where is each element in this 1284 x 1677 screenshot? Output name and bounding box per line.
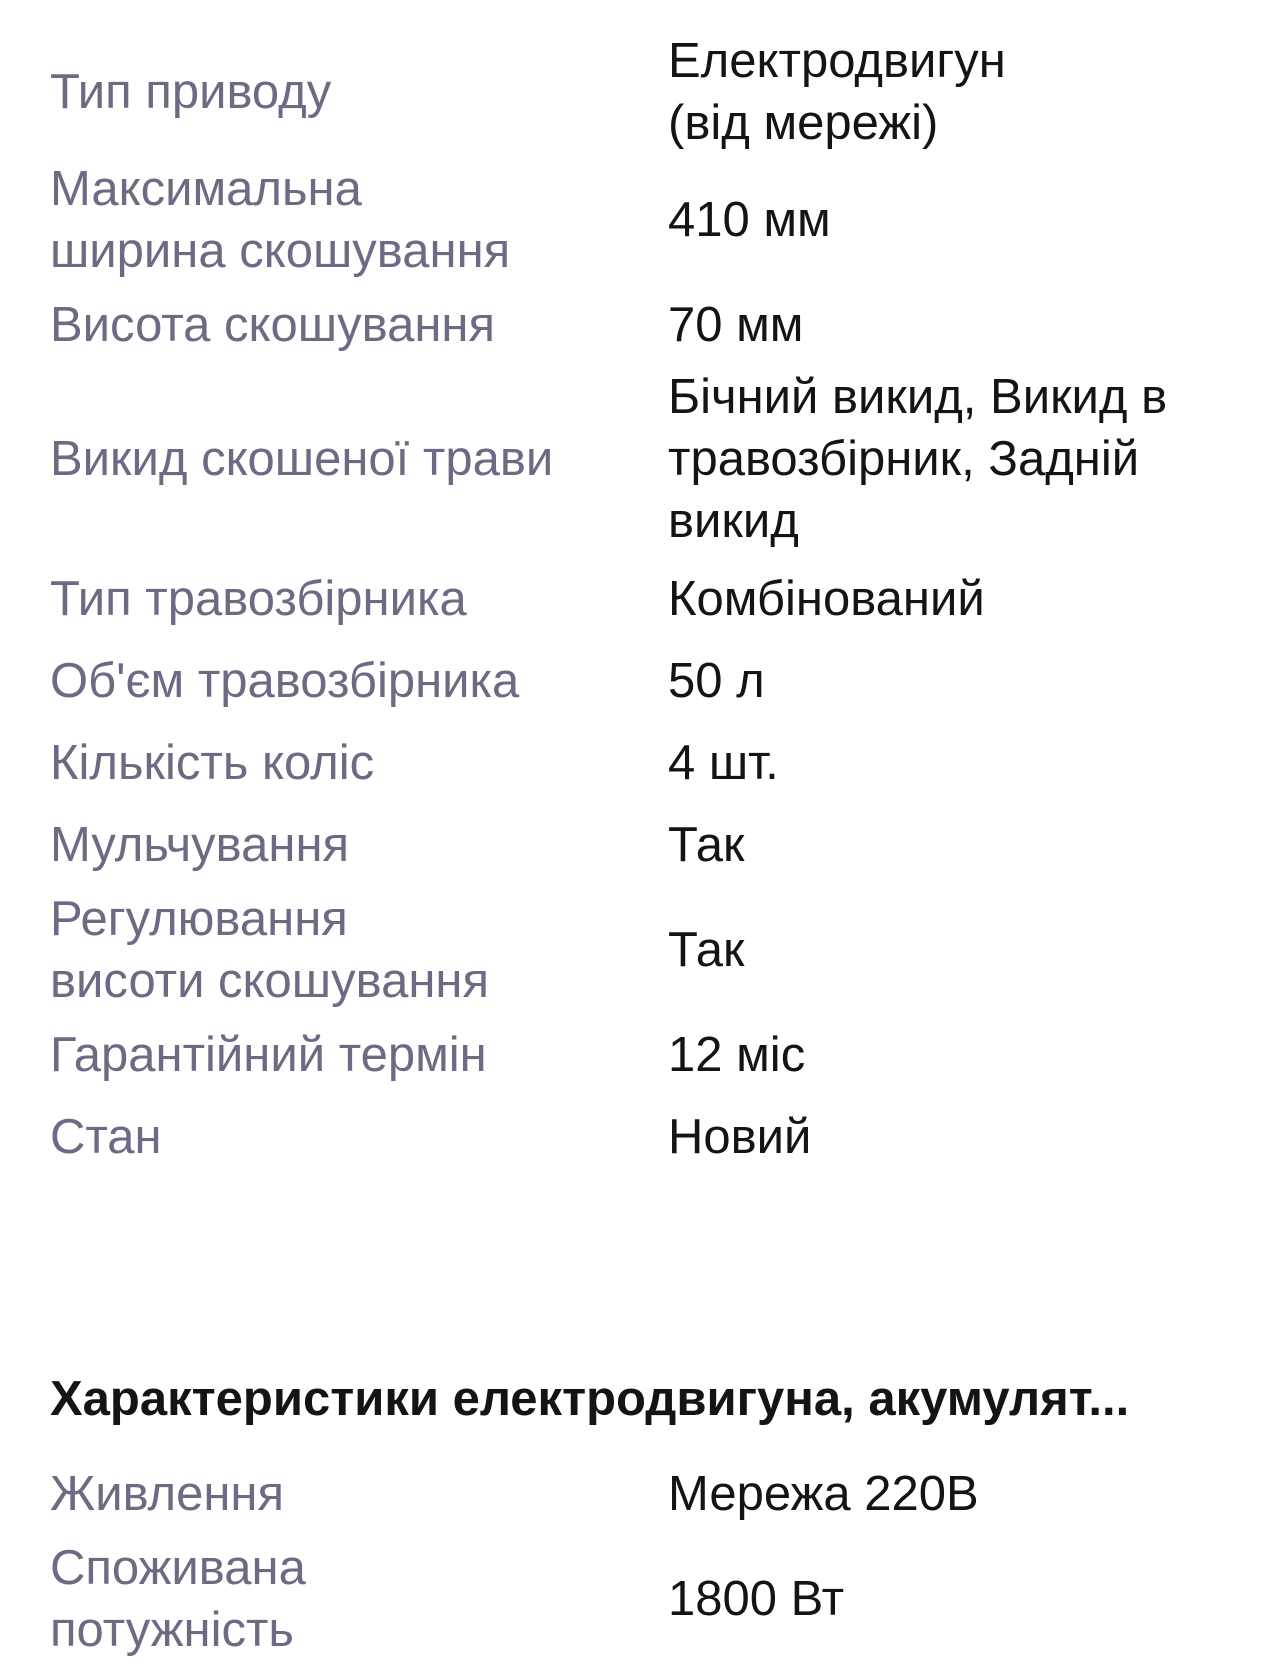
spec-value: 70 мм (668, 298, 804, 352)
spec-list-motor (50, 1453, 1250, 1663)
spec-row-condition (50, 1096, 1250, 1178)
spec-label: Викид скошеної трави (50, 432, 554, 486)
spec-row-drive-type (50, 28, 1250, 156)
spec-label: Споживана потужність (50, 1541, 306, 1657)
spec-row-height-adjust (50, 886, 1250, 1014)
spec-row-wheel-count (50, 722, 1250, 804)
spec-row-mulching (50, 804, 1250, 886)
spec-label: Тип травозбірника (50, 572, 467, 626)
section-title-motor-battery[interactable]: Характеристики електродвигуна, акумулят... (50, 1372, 1130, 1426)
spec-label: Стан (50, 1110, 162, 1164)
spec-value: Новий (668, 1110, 812, 1164)
spec-list-general (50, 28, 1250, 1178)
spec-label: Кількість коліс (50, 736, 375, 790)
spec-value: Електродвигун (від мережі) (668, 34, 1006, 150)
spec-label: Регулювання висоти скошування (50, 892, 489, 1008)
spec-label: Висота скошування (50, 298, 495, 352)
spec-value: 410 мм (668, 193, 831, 247)
spec-row-collector-type (50, 558, 1250, 640)
spec-value: 50 л (668, 654, 765, 708)
spec-label: Живлення (50, 1467, 285, 1521)
spec-value: Так (668, 818, 745, 872)
spec-label: Максимальна ширина скошування (50, 162, 511, 278)
spec-row-warranty (50, 1014, 1250, 1096)
spec-value: Комбінований (668, 572, 985, 626)
spec-value: 12 міс (668, 1028, 806, 1082)
spec-row-cut-width (50, 156, 1250, 284)
spec-row-power-supply (50, 1453, 1250, 1535)
spec-row-collector-volume (50, 640, 1250, 722)
spec-value: Мережа 220В (668, 1467, 979, 1521)
spec-value: Так (668, 923, 745, 977)
spec-row-grass-discharge (50, 366, 1250, 558)
spec-value: 1800 Вт (668, 1572, 845, 1626)
spec-value: 4 шт. (668, 736, 779, 790)
spec-label: Мульчування (50, 818, 350, 872)
spec-row-cut-height (50, 284, 1250, 366)
spec-row-power-consumption (50, 1535, 1250, 1663)
spec-label: Об'єм травозбірника (50, 654, 520, 708)
spec-value: Бічний викид, Викид в травозбірник, Задній викид (668, 370, 1168, 548)
spec-label: Тип приводу (50, 65, 332, 119)
spec-label: Гарантійний термін (50, 1028, 487, 1082)
